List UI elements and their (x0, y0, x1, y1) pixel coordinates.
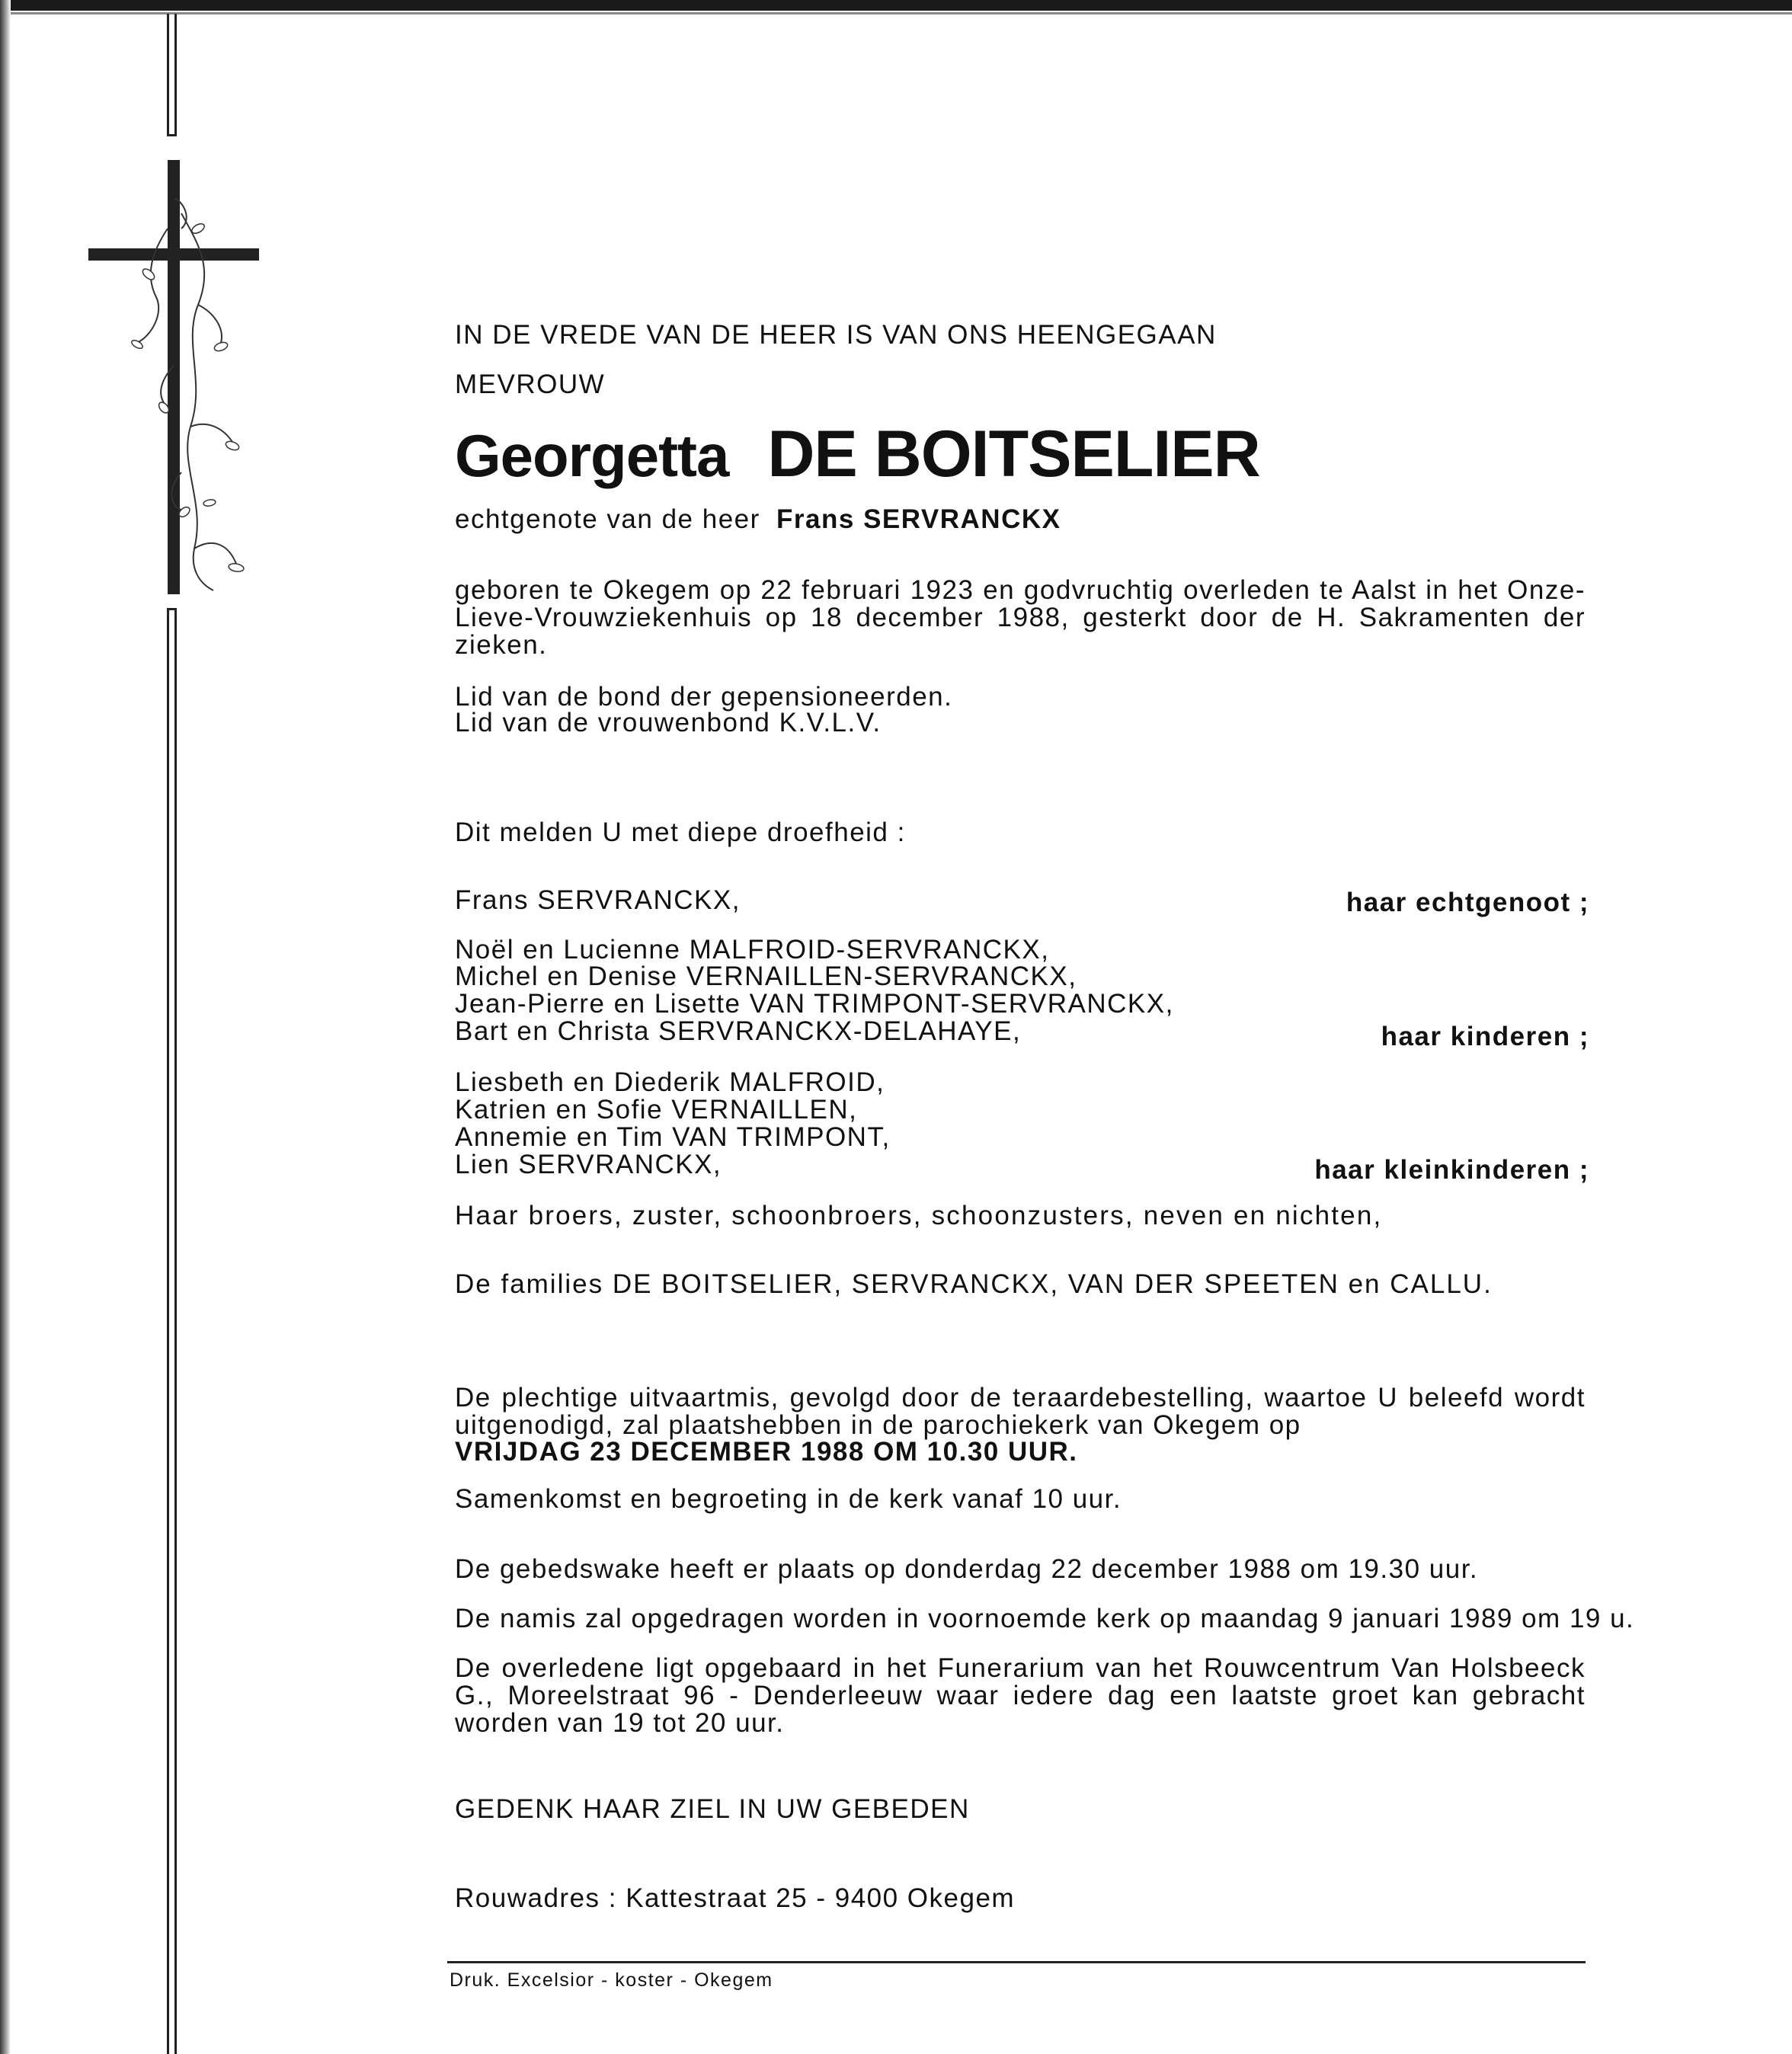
membership-2: Lid van de vrouwenbond K.V.L.V. (455, 708, 882, 737)
viewing-paragraph: De overledene ligt opgebaard in het Funerarium van het Rouwcentrum Van Holsbeeck G., Moreelstraat 96 - Denderleeuw waar iedere dag een laatste groet kan gebracht worden van 19 tot 20 uur. (455, 1653, 1586, 1738)
grandchild-4: Lien SERVRANCKX, (455, 1150, 722, 1179)
left-rule-lower-a (167, 608, 169, 2054)
child-1: Noël en Lucienne MALFROID-SERVRANCKX, (455, 935, 1050, 965)
top-border-thin (0, 12, 1792, 14)
top-border (0, 0, 1792, 11)
closing-prayer: GEDENK HAAR ZIEL IN UW GEBEDEN (455, 1794, 970, 1824)
grandchildren-role: haar kleinkinderen ; (1314, 1155, 1589, 1185)
spouse-name: Frans SERVRANCKX (776, 504, 1061, 534)
left-rule-cap (167, 134, 177, 136)
children-role: haar kinderen ; (1381, 1022, 1589, 1051)
husband-name: Frans SERVRANCKX, (455, 885, 741, 915)
printer-credit: Druk. Excelsior - koster - Okegem (450, 1969, 773, 1991)
mourning-address: Rouwadres : Kattestraat 25 - 9400 Okegem (455, 1883, 1016, 1913)
relatives-line: Haar broers, zuster, schoonbroers, schoonzusters, neven en nichten, (455, 1201, 1383, 1230)
deceased-first-name: Georgetta (455, 422, 729, 489)
intro-line: IN DE VREDE VAN DE HEER IS VAN ONS HEENGEGAAN (455, 320, 1217, 350)
child-3: Jean-Pierre en Lisette VAN TRIMPONT-SERVRANCKX, (455, 989, 1174, 1019)
membership-1: Lid van de bond der gepensioneerden. (455, 682, 953, 712)
husband-role: haar echtgenoot ; (1346, 888, 1589, 917)
grandchild-1: Liesbeth en Diederik MALFROID, (455, 1067, 885, 1097)
deceased-name (455, 418, 1260, 492)
title-mevrouw: MEVROUW (455, 370, 606, 399)
child-4: Bart en Christa SERVRANCKX-DELAHAYE, (455, 1016, 1022, 1046)
spouse-prefix: echtgenote van de heer (455, 504, 760, 534)
grandchild-2: Katrien en Sofie VERNAILLEN, (455, 1095, 858, 1125)
scan-edge-shadow (0, 0, 11, 2054)
birth-death-paragraph: geboren te Okegem op 22 februari 1923 en godvruchtig overleden te Aalst in het Onze-Lieve-Vrouwziekenhuis op 18 december 1988, gesterkt door de H. Sakramenten der zieken. (455, 575, 1586, 660)
bottom-rule (447, 1961, 1586, 1963)
vigil-line: De gebedswake heeft er plaats op donderdag 22 december 1988 om 19.30 uur. (455, 1554, 1479, 1584)
spouse-line (455, 506, 1061, 533)
child-2: Michel en Denise VERNAILLEN-SERVRANCKX, (455, 961, 1077, 991)
after-mass-line: De namis zal opgedragen worden in voornoemde kerk op maandag 9 januari 1989 om 19 u. (455, 1604, 1635, 1633)
funeral-date: VRIJDAG 23 DECEMBER 1988 OM 10.30 UUR. (455, 1437, 1078, 1467)
funeral-mass-paragraph: De plechtige uitvaartmis, gevolgd door de teraardebestelling, waartoe U beleefd wordt uitgenodigd, zal plaatshebben in de parochiekerk van Okegem op (455, 1383, 1586, 1440)
left-rule-upper-b (174, 14, 177, 136)
cross-with-vine-icon (84, 152, 267, 609)
left-rule-lower-b (174, 608, 177, 2054)
deceased-last-name: DE BOITSELIER (767, 418, 1260, 491)
announcement: Dit melden U met diepe droefheid : (455, 817, 906, 847)
gathering-line: Samenkomst en begroeting in de kerk vanaf 10 uur. (455, 1484, 1122, 1514)
left-rule-upper-a (167, 14, 169, 136)
families-line: De families DE BOITSELIER, SERVRANCKX, VAN DER SPEETEN en CALLU. (455, 1269, 1493, 1299)
grandchild-3: Annemie en Tim VAN TRIMPONT, (455, 1122, 891, 1152)
